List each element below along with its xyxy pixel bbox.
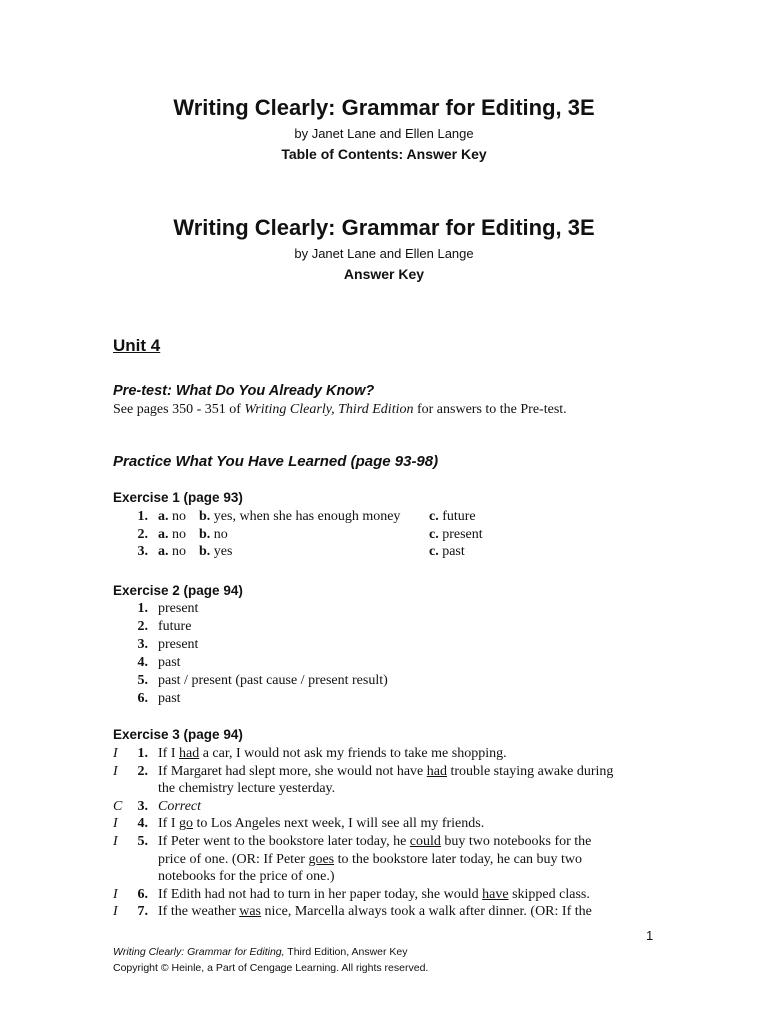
pretest-text-before: See pages 350 - 351 of xyxy=(113,402,245,417)
answer-text: a car, I would not ask my friends to take me shopping. xyxy=(199,746,507,761)
exercise3-item-mark: I xyxy=(113,834,118,849)
part-a-answer: no xyxy=(172,509,186,524)
footer-edition: Third Edition, Answer Key xyxy=(284,946,408,958)
exercise3-item-number: 5. xyxy=(137,834,148,849)
answer-key-subtitle: Answer Key xyxy=(343,266,425,282)
corrected-verb: had xyxy=(179,746,200,761)
exercise3-answer-line xyxy=(158,764,613,780)
exercise3-item-number: 1. xyxy=(137,746,148,761)
answer-text: notebooks for the price of one.) xyxy=(158,869,335,885)
toc-subtitle: Table of Contents: Answer Key xyxy=(281,146,487,162)
answer-text: If Margaret had slept more, she would not have xyxy=(158,763,427,779)
part-b-label: b. xyxy=(199,526,211,542)
exercise3-item-number: 7. xyxy=(137,904,148,920)
exercise2-item-number: 1. xyxy=(137,601,148,616)
part-c-label: c. xyxy=(429,526,439,542)
exercise2-heading: Exercise 2 (page 94) xyxy=(113,583,243,598)
unit-heading: Unit 4 xyxy=(113,336,161,355)
exercise2-item-number: 4. xyxy=(137,654,148,670)
answer-text: the chemistry lecture yesterday. xyxy=(158,781,336,797)
corrected-verb: was xyxy=(239,904,262,920)
part-b-answer: yes xyxy=(213,544,233,559)
part-a-label: a. xyxy=(158,544,169,559)
exercise3-item-mark: I xyxy=(113,746,118,761)
exercise3-answer-line xyxy=(158,746,507,762)
part-c-answer: past xyxy=(442,544,465,559)
exercise1-part-c xyxy=(429,527,483,543)
corrected-verb: could xyxy=(409,834,441,849)
exercise1-part-b xyxy=(199,527,228,543)
exercise1-part-b xyxy=(199,544,232,560)
document-title: Writing Clearly: Grammar for Editing, 3E xyxy=(173,95,595,120)
answer-text: price of one. (OR: If Peter xyxy=(158,851,309,867)
exercise3-item-mark: I xyxy=(113,904,118,920)
part-a-answer: no xyxy=(172,526,186,542)
answer-text: buy two notebooks for the xyxy=(440,834,592,849)
exercise3-heading: Exercise 3 (page 94) xyxy=(113,727,243,742)
exercise3-item-number: 3. xyxy=(137,798,148,814)
exercise1-part-a xyxy=(158,544,186,560)
exercise1-part-c xyxy=(429,509,476,525)
exercise1-item-number: 2. xyxy=(137,526,148,542)
exercise3-item-mark: I xyxy=(113,763,118,779)
footer-book-title: Writing Clearly: Grammar for Editing, xyxy=(113,946,285,958)
exercise3-answer-line xyxy=(158,869,335,885)
exercise1-part-b xyxy=(199,509,400,525)
answer-text: nice, Marcella always took a walk after dinner. (OR: If the xyxy=(261,904,592,920)
exercise3-item-mark: C xyxy=(113,798,123,814)
exercise1-item-number: 3. xyxy=(137,544,148,559)
part-c-answer: future xyxy=(442,509,476,524)
exercise2-item-answer: future xyxy=(158,618,192,634)
exercise1-heading: Exercise 1 (page 93) xyxy=(113,490,243,505)
exercise1-part-c xyxy=(429,544,465,560)
exercise2-item-number: 6. xyxy=(137,690,148,706)
page-number: 1 xyxy=(646,928,654,943)
part-b-answer: yes, when she has enough money xyxy=(213,509,401,524)
exercise1-part-a xyxy=(158,509,186,525)
exercise2-item-answer: past xyxy=(158,690,181,706)
exercise2-item-answer: present xyxy=(158,636,199,652)
exercise2-item-number: 3. xyxy=(137,636,148,652)
part-b-answer: no xyxy=(213,526,228,542)
pretest-text xyxy=(113,402,567,418)
exercise2-item-answer: past / present (past cause / present result) xyxy=(158,672,388,688)
exercise2-item-answer: past xyxy=(158,654,181,670)
exercise3-answer-line xyxy=(158,816,484,832)
part-c-answer: present xyxy=(442,526,483,542)
exercise2-item-answer: present xyxy=(158,601,199,616)
document-title-repeat: Writing Clearly: Grammar for Editing, 3E xyxy=(173,215,595,240)
exercise1-item-number: 1. xyxy=(137,509,148,524)
answer-text: to the bookstore later today, he can buy two xyxy=(334,851,583,867)
answer-text: trouble staying awake during xyxy=(447,763,614,779)
exercise3-item-mark: I xyxy=(113,816,118,832)
corrected-verb: goes xyxy=(308,851,335,867)
footer-book-line xyxy=(113,946,408,958)
part-a-label: a. xyxy=(158,509,169,524)
pretest-text-after: for answers to the Pre-test. xyxy=(413,402,567,417)
answer-text: to Los Angeles next week, I will see all my friends. xyxy=(193,816,485,832)
authors-line: by Janet Lane and Ellen Lange xyxy=(294,126,474,141)
exercise3-answer-line xyxy=(158,799,201,815)
correct-label: Correct xyxy=(158,798,202,814)
authors-line-repeat: by Janet Lane and Ellen Lange xyxy=(294,246,474,261)
part-b-label: b. xyxy=(199,509,211,524)
part-a-label: a. xyxy=(158,526,169,542)
pretest-heading: Pre-test: What Do You Already Know? xyxy=(113,383,375,399)
exercise3-item-number: 6. xyxy=(137,886,148,902)
exercise2-item-number: 2. xyxy=(137,618,148,634)
corrected-verb: go xyxy=(179,816,193,832)
exercise3-item-number: 2. xyxy=(137,763,148,779)
practice-heading: Practice What You Have Learned (page 93-98) xyxy=(113,453,439,470)
answer-text: If the weather xyxy=(158,904,240,920)
corrected-verb: had xyxy=(426,763,447,779)
answer-text: If I xyxy=(158,746,179,761)
corrected-verb: have xyxy=(482,886,509,902)
answer-text: skipped class. xyxy=(508,886,590,902)
footer-copyright: Copyright © Heinle, a Part of Cengage Learning. All rights reserved. xyxy=(113,962,429,974)
exercise3-answer-line xyxy=(158,834,591,850)
exercise3-item-number: 4. xyxy=(137,816,148,832)
exercise3-answer-line xyxy=(158,904,592,920)
exercise3-answer-line xyxy=(158,781,335,797)
exercise3-item-mark: I xyxy=(113,886,118,902)
exercise1-part-a xyxy=(158,527,186,543)
answer-text: If Edith had not had to turn in her paper today, she would xyxy=(158,886,483,902)
exercise3-answer-line xyxy=(158,852,582,868)
part-b-label: b. xyxy=(199,544,211,559)
part-a-answer: no xyxy=(172,544,186,559)
book-title-italic: Writing Clearly, Third Edition xyxy=(244,402,414,417)
exercise2-item-number: 5. xyxy=(137,672,148,688)
answer-text: If Peter went to the bookstore later today, he xyxy=(158,834,410,849)
answer-text: If I xyxy=(158,816,179,832)
part-c-label: c. xyxy=(429,544,439,559)
exercise3-answer-line xyxy=(158,887,590,903)
part-c-label: c. xyxy=(429,509,439,524)
